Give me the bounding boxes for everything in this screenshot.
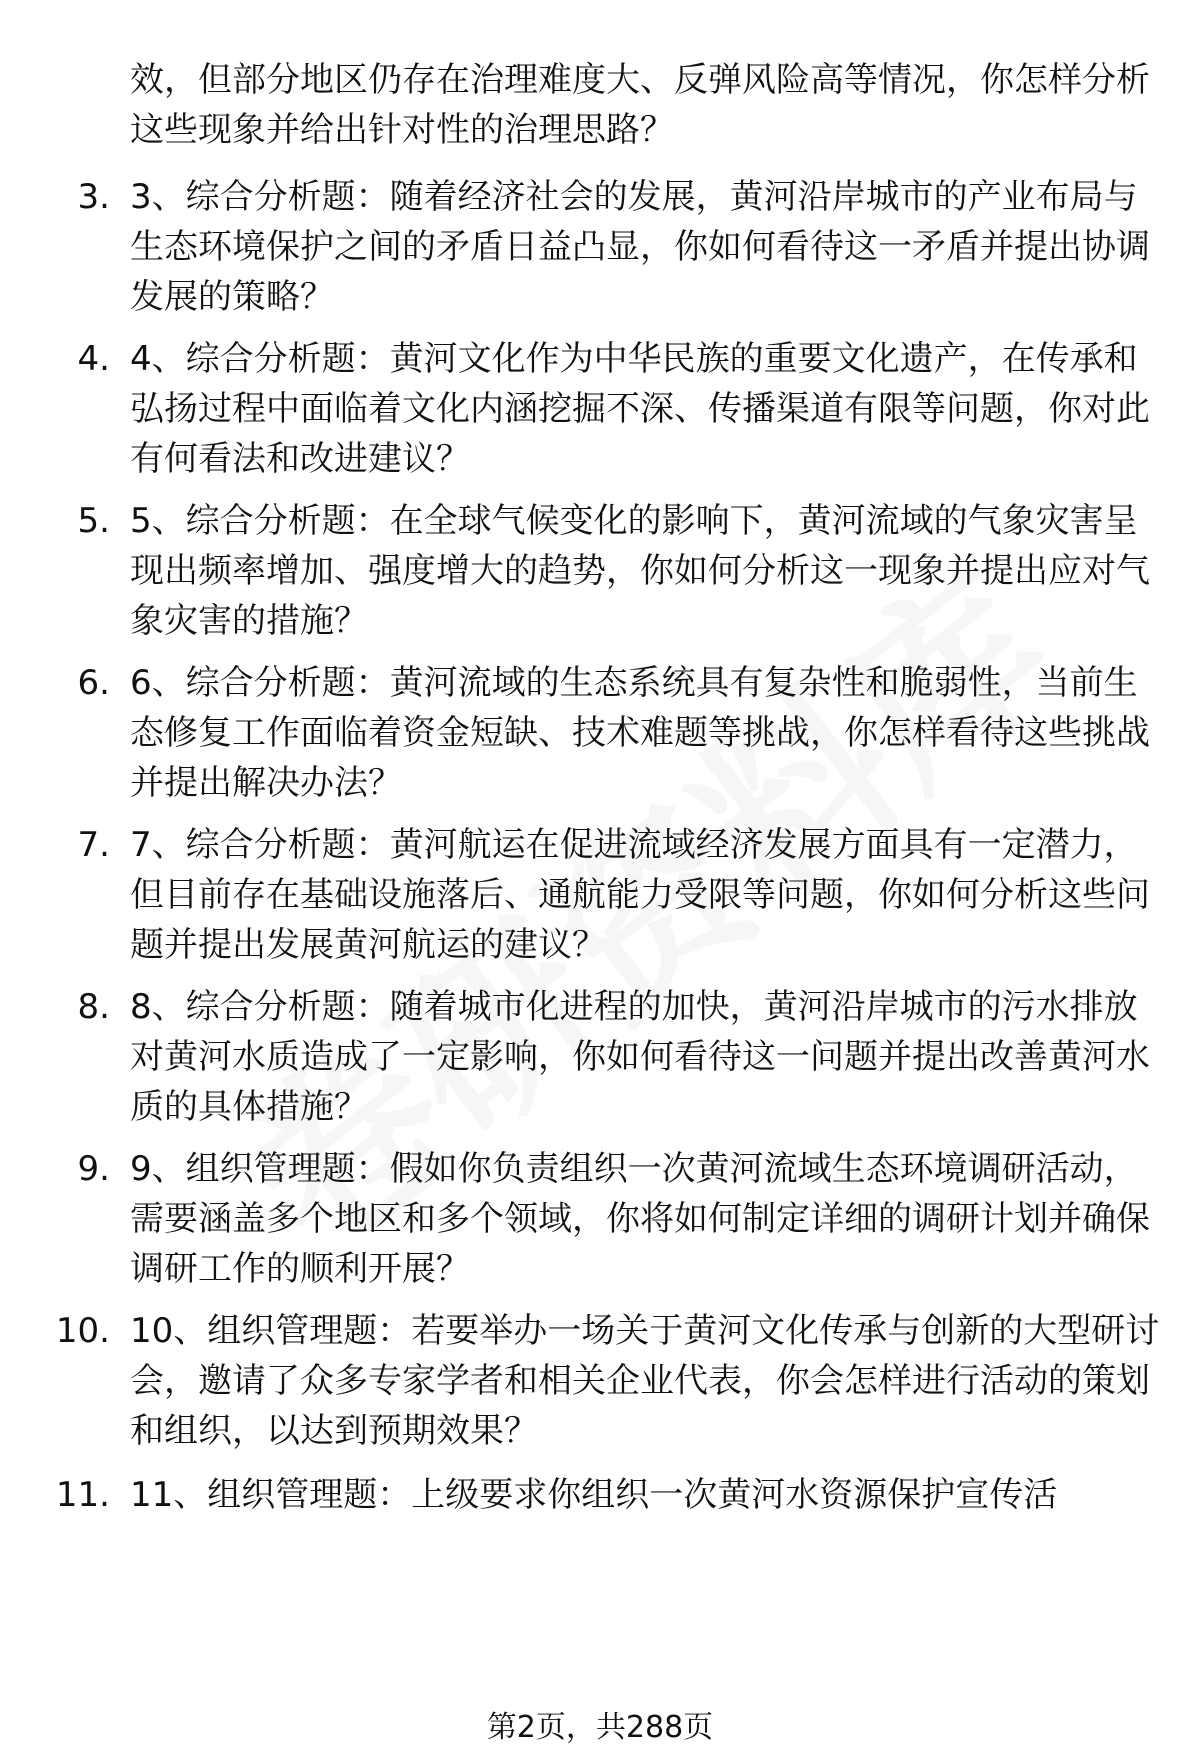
question-number: 5.	[77, 501, 110, 541]
question-number: 4.	[77, 339, 110, 379]
question-text: 7、综合分析题：黄河航运在促进流域经济发展方面具有一定潜力，但目前存在基础设施落后、通航能力受限等问题，你如何分析这些问题并提出发展黄河航运的建议？	[130, 825, 1150, 965]
question-number: 7.	[77, 825, 110, 865]
question-number: 3.	[77, 177, 110, 217]
question-number: 11.	[55, 1475, 110, 1515]
question-text: 5、综合分析题：在全球气候变化的影响下，黄河流域的气象灾害呈现出频率增加、强度增大的趋势，你如何分析这一现象并提出应对气象灾害的措施？	[130, 501, 1150, 641]
question-number: 10.	[55, 1311, 110, 1351]
question-text: 3、综合分析题：随着经济社会的发展，黄河沿岸城市的产业布局与生态环境保护之间的矛盾日益凸显，你如何看待这一矛盾并提出协调发展的策略？	[130, 177, 1150, 317]
page-footer: 第2页，共288页	[486, 1710, 714, 1745]
continued-question-text: 效，但部分地区仍存在治理难度大、反弹风险高等情况，你怎样分析这些现象并给出针对性的治理思路？	[130, 60, 1150, 150]
question-text: 8、综合分析题：随着城市化进程的加快，黄河沿岸城市的污水排放对黄河水质造成了一定影响，你如何看待这一问题并提出改善黄河水质的具体措施？	[130, 987, 1150, 1127]
question-text: 6、综合分析题：黄河流域的生态系统具有复杂性和脆弱性，当前生态修复工作面临着资金短缺、技术难题等挑战，你怎样看待这些挑战并提出解决办法？	[130, 663, 1150, 803]
question-number: 8.	[77, 987, 110, 1027]
question-text: 11、组织管理题：上级要求你组织一次黄河水资源保护宣传活	[130, 1475, 1058, 1515]
question-text: 9、组织管理题：假如你负责组织一次黄河流域生态环境调研活动，需要涵盖多个地区和多个领域，你将如何制定详细的调研计划并确保调研工作的顺利开展？	[130, 1149, 1150, 1289]
question-number: 6.	[77, 663, 110, 703]
question-number: 9.	[77, 1149, 110, 1189]
question-text: 4、综合分析题：黄河文化作为中华民族的重要文化遗产，在传承和弘扬过程中面临着文化内涵挖掘不深、传播渠道有限等问题，你对此有何看法和改进建议？	[130, 339, 1150, 479]
question-text: 10、组织管理题：若要举办一场关于黄河文化传承与创新的大型研讨会，邀请了众多专家学者和相关企业代表，你会怎样进行活动的策划和组织，以达到预期效果？	[130, 1311, 1160, 1451]
